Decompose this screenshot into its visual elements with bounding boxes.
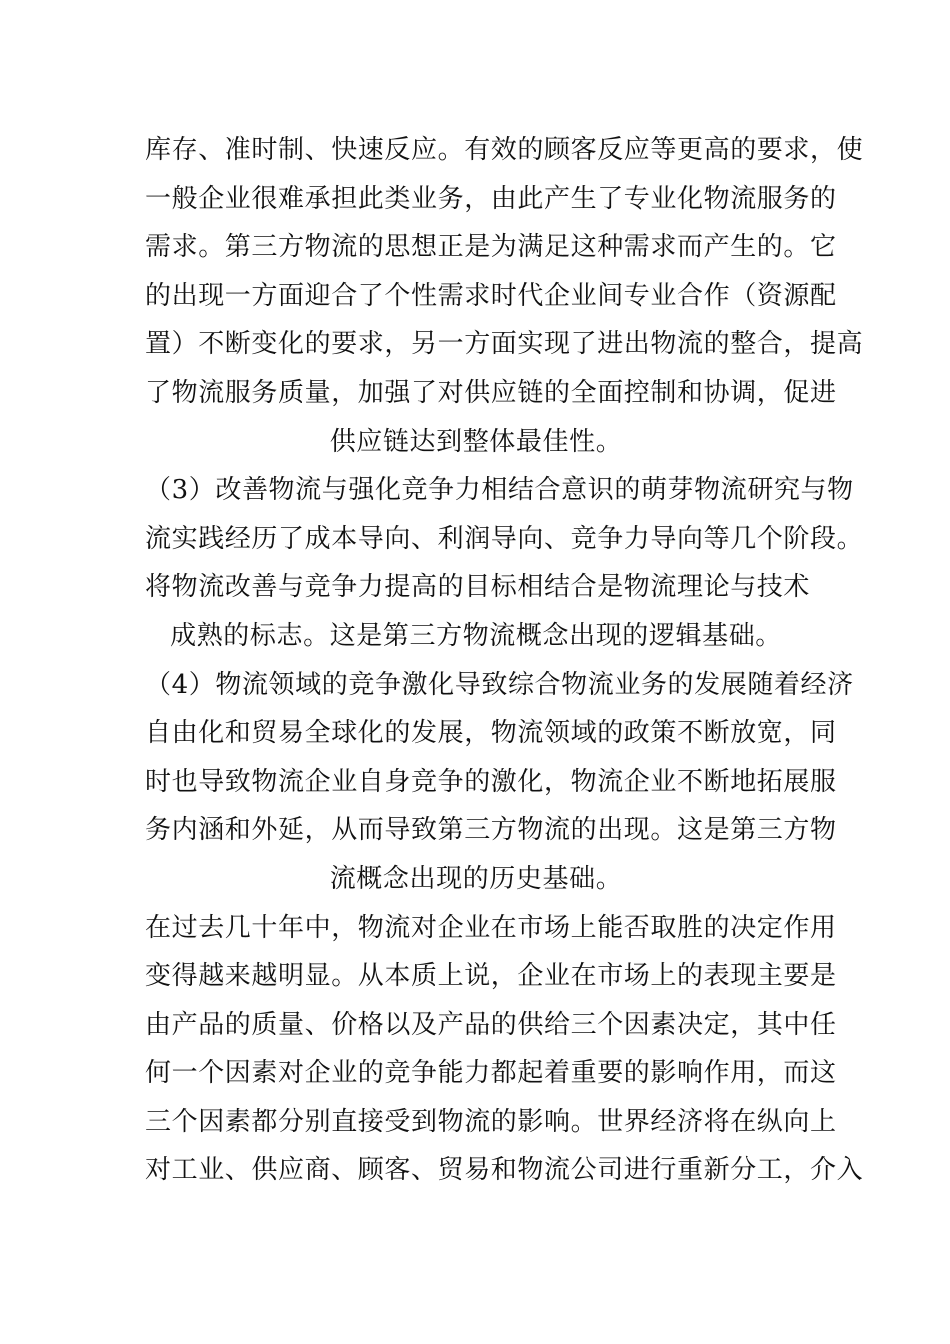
- text-line: 在过去几十年中，物流对企业在市场上能否取胜的决定作用: [145, 912, 837, 943]
- text-line: 将物流改善与竞争力提高的目标相结合是物流理论与技术: [145, 572, 811, 603]
- text-line: （4）物流领域的竞争激化导致综合物流业务的发展随着经济: [145, 669, 854, 700]
- text-line: 一般企业很难承担此类业务，由此产生了专业化物流服务的: [145, 183, 837, 214]
- text-line: 变得越来越明显。从本质上说，企业在市场上的表现主要是: [145, 961, 837, 992]
- text-line: 了物流服务质量，加强了对供应链的全面控制和协调，促进: [145, 377, 837, 408]
- text-line: 成熟的标志。这是第三方物流概念出现的逻辑基础。: [170, 620, 782, 651]
- text-line: 时也导致物流企业自身竞争的激化，物流企业不断地拓展服: [145, 766, 837, 797]
- text-line: 对工业、供应商、顾客、贸易和物流公司进行重新分工，介入: [145, 1155, 864, 1186]
- body-text: [145, 126, 864, 1195]
- text-line: 流实践经历了成本导向、利润导向、竞争力导向等几个阶段。: [145, 523, 864, 554]
- text-line: （3）改善物流与强化竞争力相结合意识的萌芽物流研究与物: [145, 475, 854, 506]
- text-line: 由产品的质量、价格以及产品的供给三个因素决定，其中任: [145, 1009, 837, 1040]
- text-line: 何一个因素对企业的竞争能力都起着重要的影响作用，而这: [145, 1058, 837, 1089]
- text-line: 自由化和贸易全球化的发展，物流领域的政策不断放宽，同: [145, 718, 837, 749]
- text-line: 的出现一方面迎合了个性需求时代企业间专业合作（资源配: [145, 280, 837, 311]
- text-line: 需求。第三方物流的思想正是为满足这种需求而产生的。它: [145, 232, 837, 263]
- text-line: 置）不断变化的要求，另一方面实现了进出物流的整合，提高: [145, 329, 864, 360]
- text-line: 务内涵和外延，从而导致第三方物流的出现。这是第三方物: [145, 815, 837, 846]
- text-line: 供应链达到整体最佳性。: [329, 426, 623, 457]
- text-line: 三个因素都分别直接受到物流的影响。世界经济将在纵向上: [145, 1106, 837, 1137]
- text-line: 库存、准时制、快速反应。有效的顾客反应等更高的要求，使: [145, 135, 864, 165]
- text-line: 流概念出现的历史基础。: [329, 863, 623, 894]
